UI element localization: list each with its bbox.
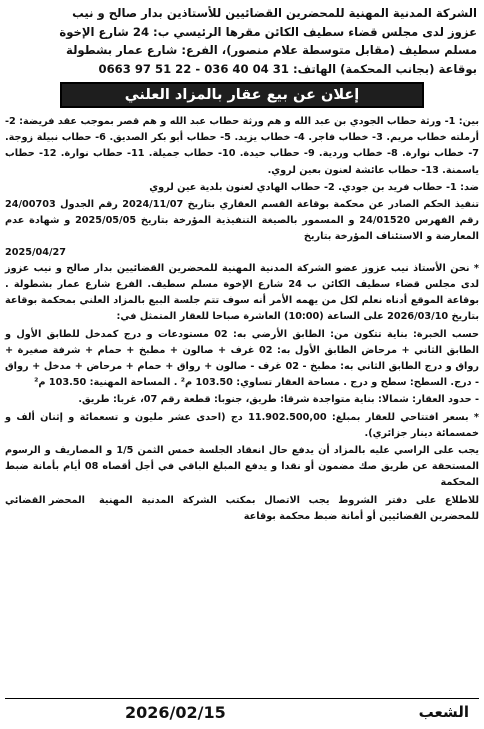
header-line-3: مسلم سطيف (مقابل متوسطة علام منصور)، الفرع: شارع عمار بشطولة bbox=[66, 43, 477, 57]
opening-price: * بسعر افتتاحي للعقار بمبلغ: 11.902.500,00 دج (احدى عشر مليون و تسعمائة و إثنان ألف و خمسمائة دينار جزائري). bbox=[5, 411, 479, 439]
property-boundaries: - حدود العقار: شمالا: بناية متواجدة شرقا: طريق، جنوبا: قطعة رقم 07، غربا: طريق. bbox=[78, 394, 479, 406]
parties-plaintiffs: بين: 1- ورثة حطاب الجودي بن عبد الله و هم ورثة حطاب عبد الله و هم قصر بموجب عقد فريضة: 2- أرملته خطاب مريم. 3- خطاب فاجر. 4- خطاب يزيد. 5- حطاب أبو بكر الصديق. 6- حطاب نبيلة زوجة. 7- خطاب نوارة. 8- خطاب وردية. 9- حطاب حيدة. 10- حطاب جميلة. 11- حطاب نوارة. 12- حطاب ياسمنة. 13- حطاب عائشة لعنون بعين لروي. bbox=[5, 116, 480, 176]
judgment-reference: تنفيذ الحكم الصادر عن محكمة بوقاعة القسم العقاري بتاريخ 2024/11/07 رقم الجدول 24/00703 رقم الفهرس 24/01520 و المسمور بالصيغة التنفيذية المؤرخة بتاريخ 2025/05/05 و شهادة عدم المعارضة و الاستئناف المؤرخة بتاريخ bbox=[5, 199, 479, 243]
notice-title: إعلان عن بيع عقار بالمزاد العلني bbox=[60, 82, 424, 108]
payment-terms: يجب على الراسي عليه بالمزاد أن يدفع حال انعقاد الجلسة خمس الثمن 1/5 و المصاريف و الرسوم المستحقة عن طريق صك مضمون أو نقدا و يدفع المبلغ الباقي في أجل أقصاه 08 أيام بأمانة ضبط المحكمة bbox=[5, 445, 480, 489]
header-line-2: عزوز لدى مجلس قضاء سطيف الكائن مقرها الرئيسي ب: 24 شارع الإخوة bbox=[59, 24, 477, 39]
publication-footer bbox=[5, 698, 479, 725]
publication-date: 2026/02/15 bbox=[125, 702, 226, 722]
phone-number: 0663 97 51 22 - 036 40 04 31 bbox=[98, 61, 289, 76]
closing-row bbox=[5, 493, 479, 525]
publication-name: الشعب bbox=[418, 703, 469, 721]
conditions-notice: للاطلاع على دفتر الشروط يجب الاتصال بمكتب الشركة المدنية المهنية للمحضرين القضائيين أو أمانة ضبط محكمة بوقاعة bbox=[99, 494, 479, 522]
header-line-4: بوقاعة (بجانب المحكمة) الهاتف: bbox=[292, 61, 477, 76]
notice-body bbox=[5, 114, 479, 525]
header-phone-line bbox=[5, 60, 477, 79]
parties-defendants: ضد: 1- حطاب فريد بن جودي. 2- حطاب الهادي لعنون بلدية عين لروي bbox=[149, 181, 479, 193]
auction-announcement: * نحن الأستاذ نيب عزوز عضو الشركة المدنية المهنية للمحضرين القضائيين بدار صالح و نيب عزوز لدى مجلس قضاء سطيف الكائن ب 24 شارع الإخوة مسلم سطيف. الفرع شارع عمار بشطولة . بوقاعة الموقع أدناه نعلم لكل من يهمه الأمر أنه سوف تتم جلسة البيع بالمزاد العلني بمحكمة بوقاعة بتاريخ 2026/03/10 على الساعة (10:00) العاشرة صباحا للعقار المتمثل في: bbox=[5, 262, 479, 323]
property-description: حسب الخبرة: بناية تتكون من: الطابق الأرضي به: 02 مستودعات و درج كمدخل للطابق الأول و الطابق الثاني + مرحاض الطابق الأول به: 02 غرف + صالون + مطبخ + حمام + شرفة صغيرة + رواق و درج الطابق الثاني به: مطبخ - 02 غرف - صالون + رواق + حمام + مرحاض + مدخل + رواق - درج. السطح: سطح و درج . مساحة العقار تساوي: 103.50 م² . المساحة المهنية: 103.50 م² bbox=[5, 328, 479, 389]
signature-label: المحضر القضائي bbox=[5, 494, 85, 506]
notice-header bbox=[5, 4, 477, 78]
header-line-1: الشركة المدنية المهنية للمحضرين القضائيين للأستاذين بدار صالح و نيب bbox=[72, 6, 477, 20]
judgment-reference-date: 2025/04/27 bbox=[5, 246, 67, 258]
